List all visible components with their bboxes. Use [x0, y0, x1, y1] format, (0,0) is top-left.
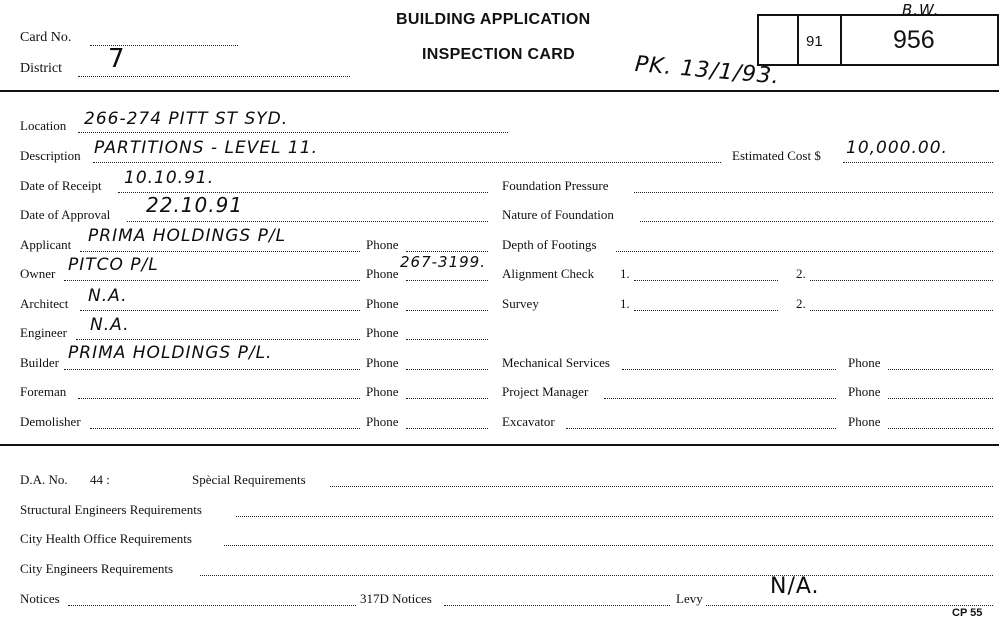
nature-of-foundation-line[interactable] — [640, 221, 993, 222]
estimated-cost-label: Estimated Cost $ — [732, 148, 821, 163]
foundation-pressure-line[interactable] — [634, 192, 993, 193]
date-of-receipt-label: Date of Receipt — [20, 178, 102, 193]
notices-line[interactable] — [68, 605, 356, 606]
description-label: Description — [20, 148, 81, 163]
annotation-initials: B.W. — [902, 1, 940, 19]
date-of-approval-line[interactable] — [127, 221, 488, 222]
excavator-phone-line[interactable] — [888, 428, 993, 429]
box-small-number: 91 — [806, 33, 823, 50]
survey-2-label: 2. — [796, 296, 806, 311]
nature-of-foundation-label: Nature of Foundation — [502, 207, 614, 222]
survey-1-line[interactable] — [634, 310, 778, 311]
notices-317d-label: 317D Notices — [360, 591, 432, 606]
estimated-cost-line[interactable] — [843, 162, 993, 163]
alignment-check-1-label: 1. — [620, 266, 630, 281]
levy-label: Levy — [676, 591, 703, 606]
applicant-label: Applicant — [20, 237, 72, 252]
district-value: 7 — [108, 44, 126, 74]
applicant-phone-label: Phone — [366, 237, 399, 252]
project-manager-label: Project Manager — [502, 384, 589, 399]
builder-line[interactable] — [64, 369, 360, 370]
engineer-line[interactable] — [76, 339, 360, 340]
reference-box — [757, 14, 999, 66]
owner-line[interactable] — [64, 280, 360, 281]
survey-1-label: 1. — [620, 296, 630, 311]
city-engineers-requirements-label: City Engineers Requirements — [20, 561, 174, 576]
da-no-value: 44 : — [90, 472, 110, 487]
builder-phone-line[interactable] — [406, 369, 488, 370]
mechanical-services-phone-label: Phone — [848, 355, 881, 370]
architect-phone-line[interactable] — [406, 310, 488, 311]
foundation-pressure-label: Foundation Pressure — [502, 178, 609, 193]
description-value: PARTITIONS - LEVEL 11. — [94, 138, 318, 158]
architect-label: Architect — [20, 296, 69, 311]
structural-requirements-line[interactable] — [236, 516, 993, 517]
architect-line[interactable] — [80, 310, 360, 311]
city-engineers-requirements-line[interactable] — [200, 575, 993, 576]
structural-requirements-label: Structural Engineers Requirements — [20, 502, 202, 517]
architect-phone-label: Phone — [366, 296, 399, 311]
demolisher-line[interactable] — [90, 428, 360, 429]
levy-line[interactable] — [706, 605, 993, 606]
owner-phone-line[interactable] — [406, 280, 488, 281]
builder-phone-label: Phone — [366, 355, 399, 370]
estimated-cost-value: 10,000.00. — [846, 138, 948, 158]
engineer-label: Engineer — [20, 325, 67, 340]
demolisher-phone-line[interactable] — [406, 428, 488, 429]
levy-value: N/A. — [770, 574, 820, 599]
form-title-line1: BUILDING APPLICATION — [396, 11, 591, 28]
project-manager-line[interactable] — [604, 398, 836, 399]
mechanical-services-phone-line[interactable] — [888, 369, 993, 370]
location-label: Location — [20, 118, 67, 133]
alignment-check-1-line[interactable] — [634, 280, 778, 281]
alignment-check-2-line[interactable] — [810, 280, 993, 281]
alignment-check-label: Alignment Check — [502, 266, 595, 281]
district-label: District — [20, 61, 62, 76]
foreman-label: Foreman — [20, 384, 67, 399]
box-card-number: 956 — [893, 26, 935, 54]
header-divider — [0, 90, 999, 92]
date-of-approval-label: Date of Approval — [20, 207, 111, 222]
architect-value: N.A. — [88, 286, 128, 306]
location-line[interactable] — [78, 132, 508, 133]
depth-of-footings-line[interactable] — [616, 251, 993, 252]
card-no-label: Card No. — [20, 30, 72, 45]
form-title-line2: INSPECTION CARD — [422, 46, 575, 63]
engineer-value: N.A. — [90, 315, 130, 335]
foreman-phone-label: Phone — [366, 384, 399, 399]
district-line[interactable] — [78, 76, 350, 77]
foreman-line[interactable] — [78, 398, 360, 399]
depth-of-footings-label: Depth of Footings — [502, 237, 597, 252]
location-value: 266-274 PITT ST SYD. — [84, 109, 289, 129]
special-requirements-label: Spècial Requirements — [192, 472, 306, 487]
special-requirements-line[interactable] — [330, 486, 993, 487]
excavator-line[interactable] — [566, 428, 836, 429]
owner-phone-label: Phone — [366, 266, 399, 281]
engineer-phone-line[interactable] — [406, 339, 488, 340]
applicant-phone-line[interactable] — [406, 251, 488, 252]
alignment-check-2-label: 2. — [796, 266, 806, 281]
mechanical-services-line[interactable] — [622, 369, 836, 370]
date-of-receipt-value: 10.10.91. — [124, 168, 215, 188]
footer-divider — [0, 444, 999, 446]
date-of-approval-value: 22.10.91 — [146, 193, 244, 217]
mechanical-services-label: Mechanical Services — [502, 355, 610, 370]
survey-label: Survey — [502, 296, 539, 311]
survey-2-line[interactable] — [810, 310, 993, 311]
builder-label: Builder — [20, 355, 59, 370]
applicant-line[interactable] — [80, 251, 360, 252]
owner-value: PITCO P/L — [68, 255, 159, 275]
project-manager-phone-line[interactable] — [888, 398, 993, 399]
owner-phone-value: 267-3199. — [400, 253, 486, 271]
form-code: CP 55 — [952, 607, 983, 619]
description-line[interactable] — [93, 162, 721, 163]
notices-317d-line[interactable] — [444, 605, 670, 606]
box-divider-1 — [797, 14, 799, 66]
excavator-label: Excavator — [502, 414, 555, 429]
da-no-label: D.A. No. — [20, 472, 68, 487]
applicant-value: PRIMA HOLDINGS P/L — [88, 226, 287, 246]
annotation-date: PK. 13/1/93. — [633, 52, 781, 90]
box-divider-2 — [840, 14, 842, 66]
foreman-phone-line[interactable] — [406, 398, 488, 399]
notices-label: Notices — [20, 591, 60, 606]
excavator-phone-label: Phone — [848, 414, 881, 429]
demolisher-phone-label: Phone — [366, 414, 399, 429]
demolisher-label: Demolisher — [20, 414, 81, 429]
city-health-requirements-label: City Health Office Requirements — [20, 531, 192, 546]
city-health-requirements-line[interactable] — [224, 545, 993, 546]
owner-label: Owner — [20, 266, 56, 281]
engineer-phone-label: Phone — [366, 325, 399, 340]
project-manager-phone-label: Phone — [848, 384, 881, 399]
builder-value: PRIMA HOLDINGS P/L. — [68, 343, 273, 363]
